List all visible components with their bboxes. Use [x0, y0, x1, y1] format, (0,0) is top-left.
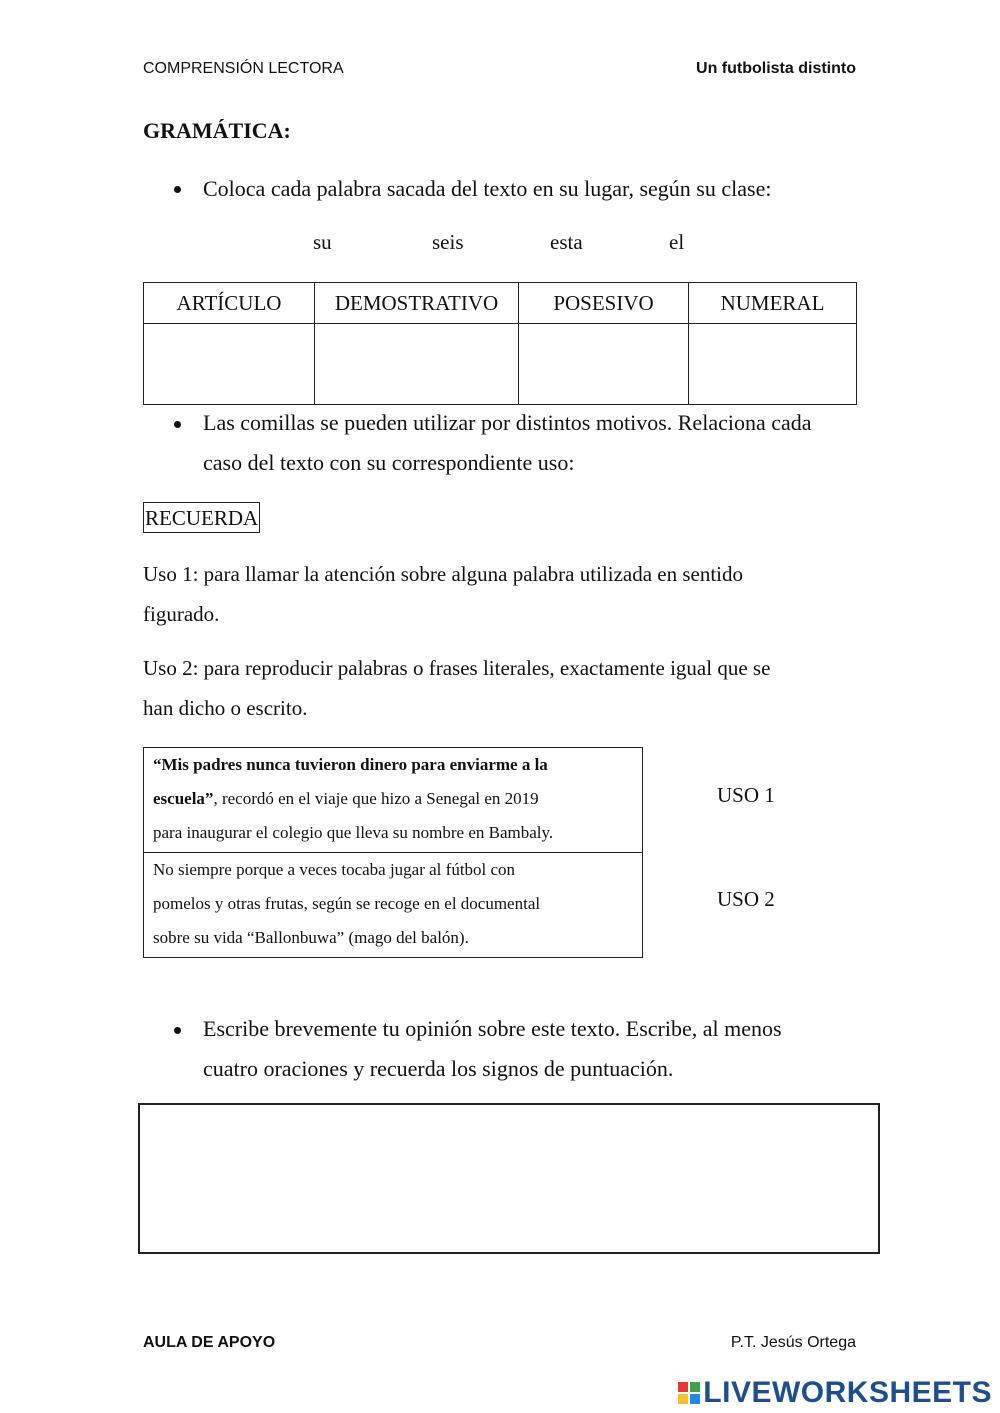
exercise1-instruction: Coloca cada palabra sacada del texto en su lugar, según su clase: — [203, 176, 772, 201]
drop-cell-posesivo[interactable] — [519, 324, 689, 405]
bullet-icon — [174, 186, 181, 193]
uso1-target[interactable]: USO 1 — [717, 783, 775, 807]
section-title: GRAMÁTICA: — [143, 118, 291, 143]
exercise3-instruction-line1: Escribe brevemente tu opinión sobre este texto. Escribe, al menos — [203, 1016, 782, 1041]
classification-table — [143, 282, 857, 405]
recuerda-label: RECUERDA — [143, 502, 260, 533]
header-left: COMPRENSIÓN LECTORA — [143, 60, 344, 77]
bullet-icon — [174, 1027, 181, 1034]
quotes-table — [143, 747, 643, 958]
footer-right: P.T. Jesús Ortega — [730, 1334, 856, 1351]
exercise3-instruction-line2: cuatro oraciones y recuerda los signos de puntuación. — [203, 1056, 674, 1081]
quote1-rest-line2: , recordó en el viaje que hizo a Senegal en 2019 — [213, 789, 539, 808]
exercise2-instruction-line1: Las comillas se pueden utilizar por distintos motivos. Relaciona cada — [203, 410, 812, 435]
quote1-bold-line1: “Mis padres nunca tuvieron dinero para enviarme a la — [153, 755, 548, 774]
logo-icon — [678, 1382, 700, 1404]
column-header-articulo: ARTÍCULO — [144, 283, 315, 324]
brand-name: LIVEWORKSHEETS — [703, 1376, 992, 1409]
word-seis[interactable]: seis — [432, 230, 464, 254]
quote-2[interactable] — [144, 853, 643, 958]
uso2-line1: Uso 2: para reproducir palabras o frases literales, exactamente igual que se — [143, 656, 771, 680]
quote1-line3: para inaugurar el colegio que lleva su nombre en Bambaly. — [153, 823, 554, 842]
uso2-line2: han dicho o escrito. — [143, 696, 308, 720]
column-header-demostrativo: DEMOSTRATIVO — [315, 283, 519, 324]
uso1-line2: figurado. — [143, 602, 220, 626]
quote2-line3: sobre su vida “Ballonbuwa” (mago del balón). — [153, 928, 469, 947]
exercise2-instruction-line2: caso del texto con su correspondiente uso: — [203, 450, 575, 475]
quote2-line2: pomelos y otras frutas, según se recoge en el documental — [153, 894, 541, 913]
quote1-bold-line2: escuela” — [153, 789, 214, 808]
uso1-line1: Uso 1: para llamar la atención sobre alguna palabra utilizada en sentido — [143, 562, 744, 586]
drop-cell-demostrativo[interactable] — [315, 324, 519, 405]
liveworksheets-logo — [678, 1376, 992, 1410]
drop-cell-numeral[interactable] — [689, 324, 857, 405]
footer-left: AULA DE APOYO — [143, 1334, 276, 1351]
header-right: Un futbolista distinto — [696, 60, 856, 77]
bullet-icon — [174, 421, 181, 428]
uso2-target[interactable]: USO 2 — [717, 887, 775, 911]
opinion-answer-box[interactable] — [138, 1103, 880, 1254]
word-su[interactable]: su — [313, 230, 332, 254]
quote2-line1: No siempre porque a veces tocaba jugar al fútbol con — [153, 860, 516, 879]
word-esta[interactable]: esta — [550, 230, 583, 254]
column-header-posesivo: POSESIVO — [519, 283, 689, 324]
quote-1[interactable] — [144, 748, 643, 853]
column-header-numeral: NUMERAL — [689, 283, 857, 324]
word-el[interactable]: el — [669, 230, 685, 254]
drop-cell-articulo[interactable] — [144, 324, 315, 405]
